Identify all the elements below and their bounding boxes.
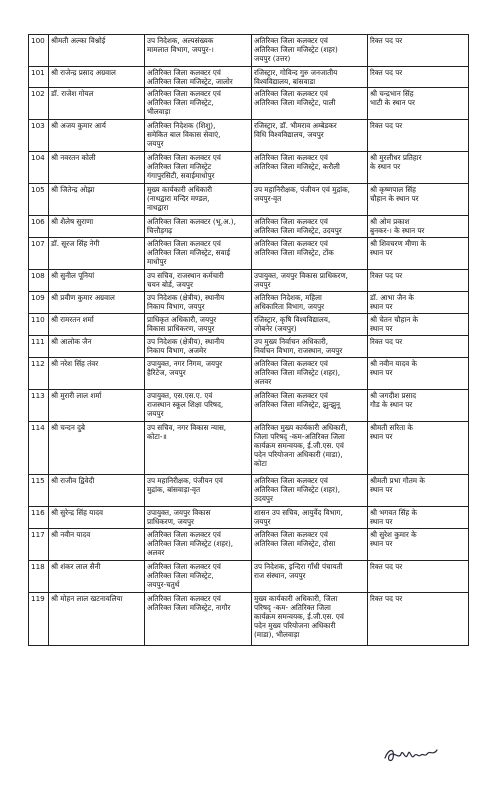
new-posting-cell-line: शासन उप सचिव, आयुर्वेद विभाग, — [254, 508, 343, 517]
serial-number-cell: 100 — [29, 35, 49, 67]
new-posting-cell — [252, 238, 368, 270]
officer-name-cell: श्री जितेन्द्र ओझा — [49, 184, 145, 216]
new-posting-cell-line: अलवर — [254, 377, 272, 386]
serial-number-cell: 110 — [29, 314, 49, 336]
vacancy-remark-cell-line: रिक्त पद पर — [370, 271, 403, 280]
new-posting-cell-line: अतिरिक्त जिला कलक्टर एवं — [254, 89, 328, 98]
officer-name-cell: श्रीमती अल्का विश्नोई — [49, 35, 145, 67]
vacancy-remark-cell-line: स्थान पर — [370, 368, 393, 377]
vacancy-remark-cell-line: बुनकर-। के स्थान पर — [370, 226, 425, 235]
current-posting-cell — [145, 314, 252, 336]
vacancy-remark-cell — [368, 529, 469, 561]
new-posting-cell-line: पदेन परियोजना अधिकारी (माडा), — [254, 450, 343, 459]
new-posting-cell — [252, 422, 368, 475]
officer-name-cell: श्री राजीव द्विवेदी — [49, 475, 145, 507]
vacancy-remark-cell-line: रिक्त पद पर — [370, 36, 403, 45]
vacancy-remark-cell — [368, 270, 469, 292]
current-posting-cell — [145, 184, 252, 216]
vacancy-remark-cell — [368, 390, 469, 422]
vacancy-remark-cell-line: श्री कृष्णपाल सिंह — [370, 185, 416, 194]
vacancy-remark-cell-line: स्थान पर — [370, 485, 393, 494]
vacancy-remark-cell-line: रिक्त पद पर — [370, 121, 403, 130]
vacancy-remark-cell-line: श्री जगदीश प्रसाद — [370, 391, 417, 400]
new-posting-cell-line: अतिरिक्त निदेशक, महिला — [254, 293, 322, 302]
vacancy-remark-cell-line: स्थान पर — [370, 539, 393, 548]
new-posting-cell — [252, 270, 368, 292]
new-posting-cell-line: रजिस्ट्रार, कृषि विश्वविद्यालय, — [254, 315, 331, 324]
new-posting-cell-line: अतिरिक्त जिला कलक्टर एवं — [254, 36, 328, 45]
new-posting-cell-line: अतिरिक्त जिला कलक्टर एवं — [254, 530, 328, 539]
table-row — [29, 88, 469, 120]
new-posting-cell-line: जिला परिषद् -कम-अतिरिक्त जिला — [254, 432, 345, 441]
new-posting-cell-line: अतिरिक्त जिला मजिस्ट्रेट (शहर), — [254, 368, 341, 377]
new-posting-cell — [252, 88, 368, 120]
new-posting-cell-line: जयपुर — [254, 517, 271, 526]
new-posting-cell — [252, 120, 368, 152]
new-posting-cell-line: उप महानिरीक्षक, पंजीयन एवं मुद्रांक, — [254, 185, 350, 194]
serial-number-cell: 119 — [29, 593, 49, 646]
current-posting-cell-line: अतिरिक्त जिला मजिस्ट्रेट, नागौर — [147, 603, 231, 612]
officer-name-cell: डॉ. राजेश गोयल — [49, 88, 145, 120]
new-posting-cell-line: राज संस्थान, जयपुर — [254, 571, 306, 580]
current-posting-cell-line: चित्तौड़गढ़ — [147, 226, 173, 235]
vacancy-remark-cell-line: श्रीमती सरिता के — [370, 423, 413, 432]
officer-name-cell: श्री रामरतन शर्मा — [49, 314, 145, 336]
officer-name-cell: श्री शैलेष सुराणा — [49, 216, 145, 238]
current-posting-cell — [145, 336, 252, 358]
new-posting-cell-line: अतिरिक्त जिला मजिस्ट्रेट (शहर), — [254, 485, 341, 494]
new-posting-cell-line: अतिरिक्त जिला मजिस्ट्रेट, टोंक — [254, 248, 334, 257]
new-posting-cell — [252, 475, 368, 507]
vacancy-remark-cell — [368, 593, 469, 646]
new-posting-cell-line: अतिरिक्त जिला कलक्टर एवं — [254, 391, 328, 400]
table-row — [29, 184, 469, 216]
new-posting-cell-line: उप मुख्य निर्वाचन अधिकारी, — [254, 337, 329, 346]
vacancy-remark-cell — [368, 336, 469, 358]
vacancy-remark-cell-line: श्री शिवचरण मीणा के — [370, 239, 426, 248]
current-posting-cell — [145, 292, 252, 314]
new-posting-cell-line: रजिस्ट्रार, डॉ. भीमराव अम्बेडकर — [254, 121, 337, 130]
transfer-list-page — [28, 34, 468, 646]
table-row — [29, 390, 469, 422]
new-posting-cell — [252, 35, 368, 67]
serial-number-cell: 101 — [29, 67, 49, 88]
table-row — [29, 67, 469, 88]
new-posting-cell — [252, 292, 368, 314]
serial-number-cell: 102 — [29, 88, 49, 120]
table-row — [29, 561, 469, 593]
current-posting-cell-line: उपायुक्त, एस.एस.ए. एवं — [147, 391, 213, 400]
table-row — [29, 422, 469, 475]
current-posting-cell-line: अतिरिक्त जिला मजिस्ट्रेट, — [147, 571, 214, 580]
new-posting-cell-line: (माडा), भीलवाड़ा — [254, 630, 300, 639]
vacancy-remark-cell-line: रिक्त पद पर — [370, 68, 403, 77]
table-row — [29, 270, 469, 292]
vacancy-remark-cell — [368, 88, 469, 120]
current-posting-cell-line: गंगापुरसिटी, सवाईमाधोपुर — [147, 171, 215, 180]
table-row — [29, 593, 469, 646]
vacancy-remark-cell — [368, 35, 469, 67]
serial-number-cell: 117 — [29, 529, 49, 561]
vacancy-remark-cell — [368, 120, 469, 152]
vacancy-remark-cell-line: के स्थान पर — [370, 162, 401, 171]
current-posting-cell-line: विकास प्राधिकरण, जयपुर — [147, 324, 215, 333]
vacancy-remark-cell-line: भाटी के स्थान पर — [370, 98, 415, 107]
officer-name-cell: श्री नवरतन कोली — [49, 152, 145, 184]
transfer-table — [28, 34, 469, 646]
vacancy-remark-cell-line: रिक्त पद पर — [370, 594, 403, 603]
new-posting-cell-line: रजिस्ट्रार, गोविन्द गुरु जनजातीय — [254, 68, 338, 77]
current-posting-cell-line: अतिरिक्त जिला कलक्टर एवं — [147, 153, 221, 162]
officer-name-cell: श्री चन्दन दुबे — [49, 422, 145, 475]
current-posting-cell-line: उप निदेशक (क्षेत्रीय), स्थानीय — [147, 293, 225, 302]
new-posting-cell-line: कार्यक्रम समन्वयक, ई.जी.एस. एवं — [254, 441, 344, 450]
current-posting-cell — [145, 422, 252, 475]
transfer-table-body — [29, 35, 469, 646]
new-posting-cell-line: अतिरिक्त जिला कलक्टर एवं — [254, 239, 328, 248]
current-posting-cell-line: हैरिटेज, जयपुर — [147, 368, 186, 377]
officer-name-cell: श्री नरेश सिंह तंवर — [49, 358, 145, 390]
new-posting-cell — [252, 561, 368, 593]
vacancy-remark-cell — [368, 184, 469, 216]
current-posting-cell-line: (नाथद्वारा मन्दिर मण्डल, — [147, 194, 210, 203]
current-posting-cell-line: अतिरिक्त जिला मजिस्ट्रेट, — [147, 98, 214, 107]
vacancy-remark-cell — [368, 561, 469, 593]
new-posting-cell — [252, 314, 368, 336]
new-posting-cell-line: अतिरिक्त जिला मजिस्ट्रेट, उदयपुर — [254, 226, 342, 235]
current-posting-cell-line: राजस्थान स्कूल शिक्षा परिषद, — [147, 400, 224, 409]
new-posting-cell-line: जयपुर-वृत — [254, 194, 282, 203]
new-posting-cell-line: अतिरिक्त जिला मजिस्ट्रेट, करौली — [254, 162, 340, 171]
serial-number-cell: 115 — [29, 475, 49, 507]
officer-name-cell: श्री राजेन्द्र प्रसाद अग्रवाल — [49, 67, 145, 88]
vacancy-remark-cell-line: स्थान पर — [370, 324, 393, 333]
new-posting-cell-line: जयपुर — [254, 280, 271, 289]
table-row — [29, 358, 469, 390]
current-posting-cell — [145, 216, 252, 238]
new-posting-cell-line: अतिरिक्त जिला मजिस्ट्रेट, पाली — [254, 98, 336, 107]
officer-name-cell: श्री अजय कुमार आर्य — [49, 120, 145, 152]
current-posting-cell-line: भीलवाड़ा — [147, 107, 171, 116]
vacancy-remark-cell-line: श्री सुरेश कुमार के — [370, 530, 417, 539]
table-row — [29, 120, 469, 152]
current-posting-cell-line: उपायुक्त, नगर निगम, जयपुर — [147, 359, 223, 368]
vacancy-remark-cell — [368, 422, 469, 475]
officer-name-cell: श्री मोहन लाल खटनावलिया — [49, 593, 145, 646]
officer-name-cell: श्री प्रवीण कुमार अग्रवाल — [49, 292, 145, 314]
current-posting-cell — [145, 35, 252, 67]
vacancy-remark-cell-line: स्थान पर — [370, 248, 393, 257]
current-posting-cell — [145, 88, 252, 120]
current-posting-cell-line: अतिरिक्त जिला कलक्टर एवं — [147, 530, 221, 539]
current-posting-cell — [145, 358, 252, 390]
new-posting-cell-line: कार्यक्रम समन्वयक, ई.जी.एस. एवं — [254, 612, 344, 621]
current-posting-cell-line: उप निदेशक (क्षेत्रीय), स्थानीय — [147, 337, 225, 346]
new-posting-cell-line: अतिरिक्त जिला मजिस्ट्रेट, दौसा — [254, 539, 336, 548]
officer-name-cell: श्री शंकर लाल सैनी — [49, 561, 145, 593]
current-posting-cell-line: अतिरिक्त जिला मजिस्ट्रेट, जालोर — [147, 77, 233, 86]
current-posting-cell — [145, 270, 252, 292]
current-posting-cell-line: अतिरिक्त जिला कलक्टर एवं — [147, 68, 221, 77]
serial-number-cell: 112 — [29, 358, 49, 390]
serial-number-cell: 114 — [29, 422, 49, 475]
new-posting-cell-line: पदेन मुख्य परियोजना अधिकारी — [254, 621, 336, 630]
vacancy-remark-cell-line: गौड के स्थान पर — [370, 400, 413, 409]
current-posting-cell-line: उपायुक्त, जयपुर विकास — [147, 508, 211, 517]
current-posting-cell-line: मामलात विभाग, जयपुर-। — [147, 45, 214, 54]
current-posting-cell-line: प्राधिकरण, जयपुर — [147, 517, 194, 526]
vacancy-remark-cell — [368, 314, 469, 336]
current-posting-cell — [145, 120, 252, 152]
vacancy-remark-cell-line: श्री नवीन यादव के — [370, 359, 418, 368]
new-posting-cell-line: उदयपुर — [254, 494, 273, 503]
serial-number-cell: 103 — [29, 120, 49, 152]
vacancy-remark-cell-line: स्थान पर — [370, 517, 393, 526]
new-posting-cell — [252, 507, 368, 529]
current-posting-cell — [145, 593, 252, 646]
current-posting-cell-line: जयपुर-चतुर्थ — [147, 580, 180, 589]
current-posting-cell — [145, 561, 252, 593]
new-posting-cell — [252, 336, 368, 358]
serial-number-cell: 111 — [29, 336, 49, 358]
current-posting-cell-line: समेकित बाल विकास सेवाएं, — [147, 130, 221, 139]
new-posting-cell-line: उपायुक्त, जयपुर विकास प्राधिकरण, — [254, 271, 348, 280]
new-posting-cell — [252, 529, 368, 561]
current-posting-cell-line: अतिरिक्त जिला कलक्टर एवं — [147, 594, 221, 603]
new-posting-cell-line: मुख्य कार्यकारी अधिकारी, जिला — [254, 594, 338, 603]
current-posting-cell-line: उप सचिव, नगर विकास न्यास, — [147, 423, 227, 432]
current-posting-cell-line: अतिरिक्त जिला मजिस्ट्रेट — [147, 162, 212, 171]
officer-name-cell: श्री सुनील पूनियां — [49, 270, 145, 292]
vacancy-remark-cell-line: श्री भगवत सिंह के — [370, 508, 418, 517]
serial-number-cell: 109 — [29, 292, 49, 314]
new-posting-cell-line: विधि विश्वविद्यालय, जयपुर — [254, 130, 324, 139]
vacancy-remark-cell — [368, 152, 469, 184]
current-posting-cell — [145, 238, 252, 270]
table-row — [29, 216, 469, 238]
current-posting-cell-line: अतिरिक्त निदेशक (शिशु), — [147, 121, 216, 130]
vacancy-remark-cell-line: रिक्त पद पर — [370, 562, 403, 571]
new-posting-cell-line: जयपुर (उत्तर) — [254, 54, 291, 63]
vacancy-remark-cell-line: रिक्त पद पर — [370, 337, 403, 346]
table-row — [29, 238, 469, 270]
serial-number-cell: 106 — [29, 216, 49, 238]
current-posting-cell-line: अलवर — [147, 548, 165, 557]
new-posting-cell — [252, 184, 368, 216]
officer-name-cell: श्री मुरारी लाल शर्मा — [49, 390, 145, 422]
current-posting-cell-line: निकाय विभाग, अजमेर — [147, 346, 207, 355]
current-posting-cell-line: अतिरिक्त जिला कलक्टर एवं — [147, 239, 221, 248]
current-posting-cell — [145, 152, 252, 184]
new-posting-cell — [252, 390, 368, 422]
table-row — [29, 507, 469, 529]
current-posting-cell-line: जयपुर — [147, 409, 164, 418]
new-posting-cell-line: अतिरिक्त जिला कलक्टर एवं — [254, 476, 328, 485]
vacancy-remark-cell-line: श्री चेतन चौहान के — [370, 315, 419, 324]
current-posting-cell-line: अतिरिक्त जिला कलक्टर (भू.अ.), — [147, 217, 236, 226]
current-posting-cell-line: प्राधिकृत अधिकारी, जयपुर — [147, 315, 217, 324]
officer-name-cell: श्री आलोक जैन — [49, 336, 145, 358]
signature-mark — [381, 738, 441, 768]
current-posting-cell-line: उप सचिव, राजस्थान कर्मचारी — [147, 271, 224, 280]
new-posting-cell-line: अतिरिक्त जिला मजिस्ट्रेट, झुन्झुनू — [254, 400, 341, 409]
current-posting-cell-line: माधोपुर — [147, 257, 167, 266]
current-posting-cell — [145, 529, 252, 561]
new-posting-cell-line: जोबनेर (जयपुर) — [254, 324, 297, 333]
table-row — [29, 529, 469, 561]
officer-name-cell: डॉ. सूरज सिंह नेगी — [49, 238, 145, 270]
new-posting-cell-line: विश्वविद्यालय, बांसवाडा — [254, 77, 316, 86]
vacancy-remark-cell — [368, 67, 469, 88]
new-posting-cell-line: कोटा — [254, 459, 267, 468]
new-posting-cell-line: अतिरिक्त जिला कलक्टर एवं — [254, 217, 328, 226]
vacancy-remark-cell — [368, 358, 469, 390]
table-row — [29, 314, 469, 336]
vacancy-remark-cell-line: श्रीमती प्रभा गौतम के — [370, 476, 425, 485]
new-posting-cell-line: अतिरिक्त जिला मजिस्ट्रेट (शहर) — [254, 45, 338, 54]
new-posting-cell — [252, 216, 368, 238]
new-posting-cell — [252, 67, 368, 88]
vacancy-remark-cell-line: श्री ओम प्रकाश — [370, 217, 410, 226]
serial-number-cell: 113 — [29, 390, 49, 422]
serial-number-cell: 118 — [29, 561, 49, 593]
new-posting-cell — [252, 152, 368, 184]
current-posting-cell-line: अतिरिक्त जिला मजिस्ट्रेट (शहर), — [147, 539, 234, 548]
current-posting-cell — [145, 67, 252, 88]
current-posting-cell — [145, 475, 252, 507]
current-posting-cell — [145, 390, 252, 422]
new-posting-cell-line: अतिरिक्त मुख्य कार्यकारी अधिकारी, — [254, 423, 348, 432]
serial-number-cell: 116 — [29, 507, 49, 529]
current-posting-cell-line: अतिरिक्त जिला कलक्टर एवं — [147, 89, 221, 98]
current-posting-cell — [145, 507, 252, 529]
current-posting-cell-line: मुख्य कार्यकारी अधिकारी — [147, 185, 212, 194]
table-row — [29, 152, 469, 184]
serial-number-cell: 107 — [29, 238, 49, 270]
vacancy-remark-cell-line: डॉ. आभा जैन के — [370, 293, 414, 302]
current-posting-cell-line: अतिरिक्त जिला मजिस्ट्रेट, सवाई — [147, 248, 231, 257]
vacancy-remark-cell — [368, 292, 469, 314]
vacancy-remark-cell — [368, 507, 469, 529]
current-posting-cell-line: अतिरिक्त जिला कलक्टर एवं — [147, 562, 221, 571]
serial-number-cell: 105 — [29, 184, 49, 216]
new-posting-cell-line: परिषद् -कम- अतिरिक्त जिला — [254, 603, 331, 612]
current-posting-cell-line: उप महानिरीक्षक, पंजीयन एवं — [147, 476, 223, 485]
current-posting-cell-line: जयपुर — [147, 139, 164, 148]
new-posting-cell-line: अधिकारिता विभाग, जयपुर — [254, 302, 325, 311]
new-posting-cell — [252, 358, 368, 390]
current-posting-cell-line: उप निदेशक, अल्पसंख्यक — [147, 36, 214, 45]
new-posting-cell-line: उप निदेशक, इन्दिरा गाँधी पंचायती — [254, 562, 343, 571]
vacancy-remark-cell-line: स्थान पर — [370, 432, 393, 441]
vacancy-remark-cell-line: स्थान पर — [370, 302, 393, 311]
table-row — [29, 35, 469, 67]
current-posting-cell-line: नाथद्वारा — [147, 203, 169, 212]
current-posting-cell-line: कोटा-॥ — [147, 432, 167, 441]
current-posting-cell-line: निकाय विभाग, जयपुर — [147, 302, 205, 311]
table-row — [29, 292, 469, 314]
current-posting-cell-line: चयन बोर्ड, जयपुर — [147, 280, 193, 289]
current-posting-cell-line: मुद्रांक, बांसवाड़ा-वृत — [147, 485, 201, 494]
serial-number-cell: 108 — [29, 270, 49, 292]
new-posting-cell — [252, 593, 368, 646]
vacancy-remark-cell — [368, 216, 469, 238]
vacancy-remark-cell-line: श्री मुरलीधर प्रतिहार — [370, 153, 422, 162]
table-row — [29, 336, 469, 358]
new-posting-cell-line: अतिरिक्त जिला कलक्टर एवं — [254, 359, 328, 368]
vacancy-remark-cell-line: चौहान के स्थान पर — [370, 194, 419, 203]
serial-number-cell: 104 — [29, 152, 49, 184]
new-posting-cell-line: निर्वाचन विभाग, राजस्थान, जयपुर — [254, 346, 343, 355]
officer-name-cell: श्री नवीन यादव — [49, 529, 145, 561]
new-posting-cell-line: अतिरिक्त जिला कलक्टर एवं — [254, 153, 328, 162]
vacancy-remark-cell — [368, 475, 469, 507]
officer-name-cell: श्री सुरेन्द्र सिंह यादव — [49, 507, 145, 529]
vacancy-remark-cell-line: श्री चन्द्रभान सिंह — [370, 89, 414, 98]
table-row — [29, 475, 469, 507]
vacancy-remark-cell — [368, 238, 469, 270]
